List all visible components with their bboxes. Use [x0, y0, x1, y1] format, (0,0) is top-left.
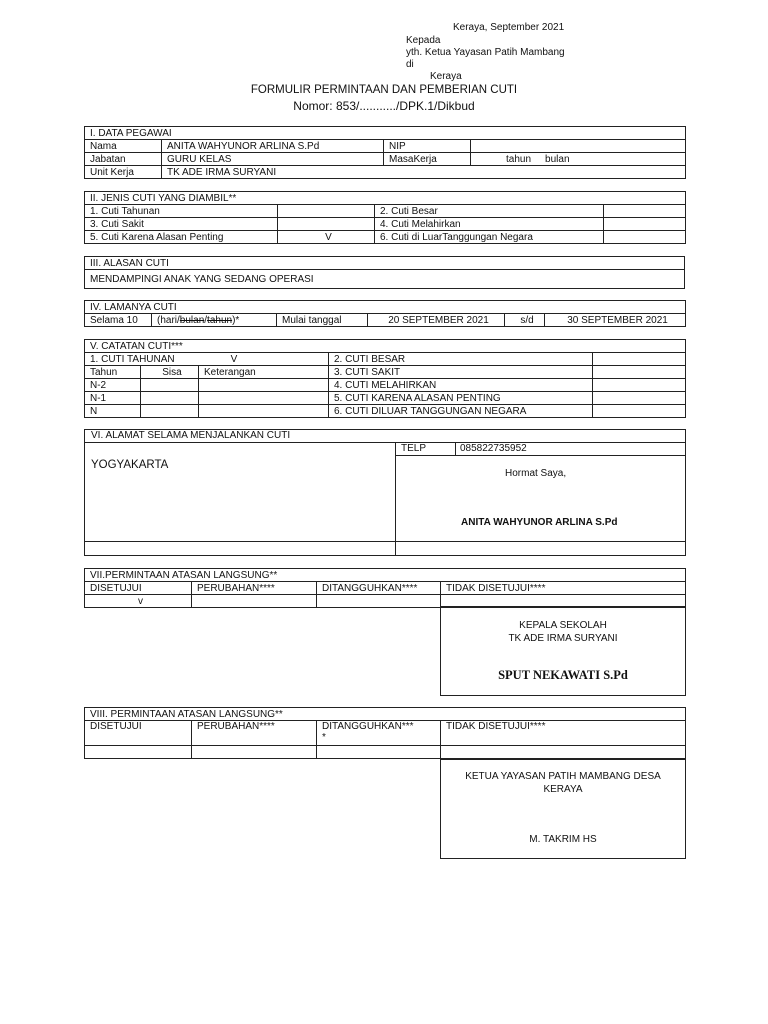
masakerja-label: MasaKerja	[384, 153, 471, 166]
tidak-disetujui-header: TIDAK DISETUJUI****	[441, 582, 686, 595]
cuti-check	[604, 205, 686, 218]
end-date: 30 SEPTEMBER 2021	[545, 314, 686, 327]
section-jenis-cuti	[84, 191, 686, 244]
alasan-value: MENDAMPINGI ANAK YANG SEDANG OPERASI	[85, 270, 685, 289]
disetujui-header: DISETUJUI	[85, 582, 192, 595]
ditangguhkan-header: DITANGGUHKAN****	[317, 582, 441, 595]
section-heading: V. CATATAN CUTI***	[85, 340, 686, 353]
cuti-check	[278, 205, 375, 218]
signer-name: SPUT NEKAWATI S.Pd	[498, 668, 628, 682]
cuti-option: 5. Cuti Karena Alasan Penting	[85, 231, 278, 244]
signer-title-2: TK ADE IRMA SURYANI	[508, 633, 618, 644]
unit-label: Unit Kerja	[85, 166, 162, 179]
cuti-option: 3. Cuti Sakit	[85, 218, 278, 231]
unit-suffix: )*	[232, 314, 240, 326]
cuti-option: 2. Cuti Besar	[375, 205, 604, 218]
unit-sep: /	[204, 314, 208, 326]
telp-label: TELP	[401, 443, 427, 454]
section-heading: I. DATA PEGAWAI	[85, 127, 686, 140]
section-heading: II. JENIS CUTI YANG DIAMBIL**	[85, 192, 686, 205]
section-heading: VIII. PERMINTAAN ATASAN LANGSUNG**	[85, 708, 686, 721]
nip-value	[471, 140, 686, 153]
section-heading: VI. ALAMAT SELAMA MENJALANKAN CUTI	[91, 430, 291, 441]
ditangguhkan-header	[317, 721, 441, 746]
unit-prefix: (hari/	[157, 314, 180, 326]
cuti-check	[278, 218, 375, 231]
catatan-check	[593, 366, 686, 379]
unit-bulan-struck: bulan	[179, 314, 205, 326]
ditangguhkan-line-1: DITANGGUHKAN***	[322, 721, 414, 732]
catatan-row: 2. CUTI BESAR	[329, 353, 593, 366]
cuti-check	[604, 231, 686, 244]
unit-tahun-struck: tahun	[207, 314, 233, 326]
catatan-row	[85, 353, 329, 366]
start-date: 20 SEPTEMBER 2021	[368, 314, 505, 327]
catatan-check	[593, 405, 686, 418]
section-data-pegawai	[84, 126, 686, 179]
ditangguhkan-line-2: *	[322, 732, 326, 743]
signer-title-2: KERAYA	[543, 784, 583, 795]
cuti-option: 6. Cuti di LuarTanggungan Negara	[375, 231, 604, 244]
catatan-row: 4. CUTI MELAHIRKAN	[329, 379, 593, 392]
cuti-option: 4. Cuti Melahirkan	[375, 218, 604, 231]
disetujui-mark: v	[85, 595, 192, 608]
recipient-place: Keraya	[430, 71, 462, 82]
tahun-label: tahun	[506, 153, 532, 165]
date-line: Keraya, September 2021	[453, 22, 565, 33]
year-n2: N-2	[85, 379, 141, 392]
cuti-option: 1. Cuti Tahunan	[85, 205, 278, 218]
section-heading: IV. LAMANYA CUTI	[85, 301, 686, 314]
address-value: YOGYAKARTA	[91, 459, 169, 471]
signature-box-ketua	[440, 759, 686, 859]
cuti-check	[604, 218, 686, 231]
telp-value: 085822735952	[460, 443, 527, 454]
signer-name: ANITA WAHYUNOR ARLINA S.Pd	[461, 517, 618, 528]
form-number: Nomor: 853/.........../DPK.1/Dikbud	[293, 99, 475, 113]
cuti-tahunan-label: 1. CUTI TAHUNAN	[90, 353, 175, 365]
section-heading: III. ALASAN CUTI	[85, 257, 685, 270]
sd-label: s/d	[505, 314, 545, 327]
recipient-line: yth. Ketua Yayasan Patih Mambang	[406, 47, 565, 58]
catatan-check	[593, 392, 686, 405]
section-atasan-langsung-1	[84, 568, 686, 608]
di-label: di	[406, 59, 414, 70]
section-atasan-langsung-2	[84, 707, 686, 759]
unit-options	[152, 314, 277, 327]
perubahan-header: PERUBAHAN****	[192, 582, 317, 595]
jabatan-value: GURU KELAS	[162, 153, 384, 166]
catatan-row: 6. CUTI DILUAR TANGGUNGAN NEGARA	[329, 405, 593, 418]
catatan-check	[593, 379, 686, 392]
catatan-row: 5. CUTI KARENA ALASAN PENTING	[329, 392, 593, 405]
year-n1: N-1	[85, 392, 141, 405]
signer-name: M. TAKRIM HS	[529, 834, 597, 845]
unit-value: TK ADE IRMA SURYANI	[162, 166, 686, 179]
keterangan-header: Keterangan	[199, 366, 329, 379]
nama-value: ANITA WAHYUNOR ARLINA S.Pd	[162, 140, 384, 153]
form-title: FORMULIR PERMINTAAN DAN PEMBERIAN CUTI	[250, 84, 518, 96]
signer-title-1: KEPALA SEKOLAH	[519, 620, 607, 631]
nip-label: NIP	[384, 140, 471, 153]
tidak-disetujui-header: TIDAK DISETUJUI****	[441, 721, 686, 746]
cuti-check-selected: V	[278, 231, 375, 244]
section-alamat	[84, 429, 686, 556]
signature-box-kepsek	[440, 606, 686, 696]
signer-title-1: KETUA YAYASAN PATIH MAMBANG DESA	[465, 771, 661, 782]
perubahan-header: PERUBAHAN****	[192, 721, 317, 746]
tahun-header: Tahun	[85, 366, 141, 379]
selama-value: Selama 10	[85, 314, 152, 327]
masakerja-value	[471, 153, 686, 166]
mulai-label: Mulai tanggal	[277, 314, 368, 327]
section-alasan-cuti	[84, 256, 685, 289]
cuti-tahunan-mark: V	[230, 353, 238, 365]
catatan-row: 3. CUTI SAKIT	[329, 366, 593, 379]
section-catatan-cuti	[84, 339, 686, 418]
nama-label: Nama	[85, 140, 162, 153]
section-lamanya-cuti	[84, 300, 686, 327]
sisa-header: Sisa	[141, 366, 199, 379]
hormat-text: Hormat Saya,	[505, 468, 567, 479]
jabatan-label: Jabatan	[85, 153, 162, 166]
section-heading: VII.PERMINTAAN ATASAN LANGSUNG**	[85, 569, 686, 582]
year-n: N	[85, 405, 141, 418]
catatan-check	[593, 353, 686, 366]
kepada-label: Kepada	[406, 35, 441, 46]
bulan-label: bulan	[545, 153, 570, 165]
disetujui-header: DISETUJUI	[85, 721, 192, 746]
